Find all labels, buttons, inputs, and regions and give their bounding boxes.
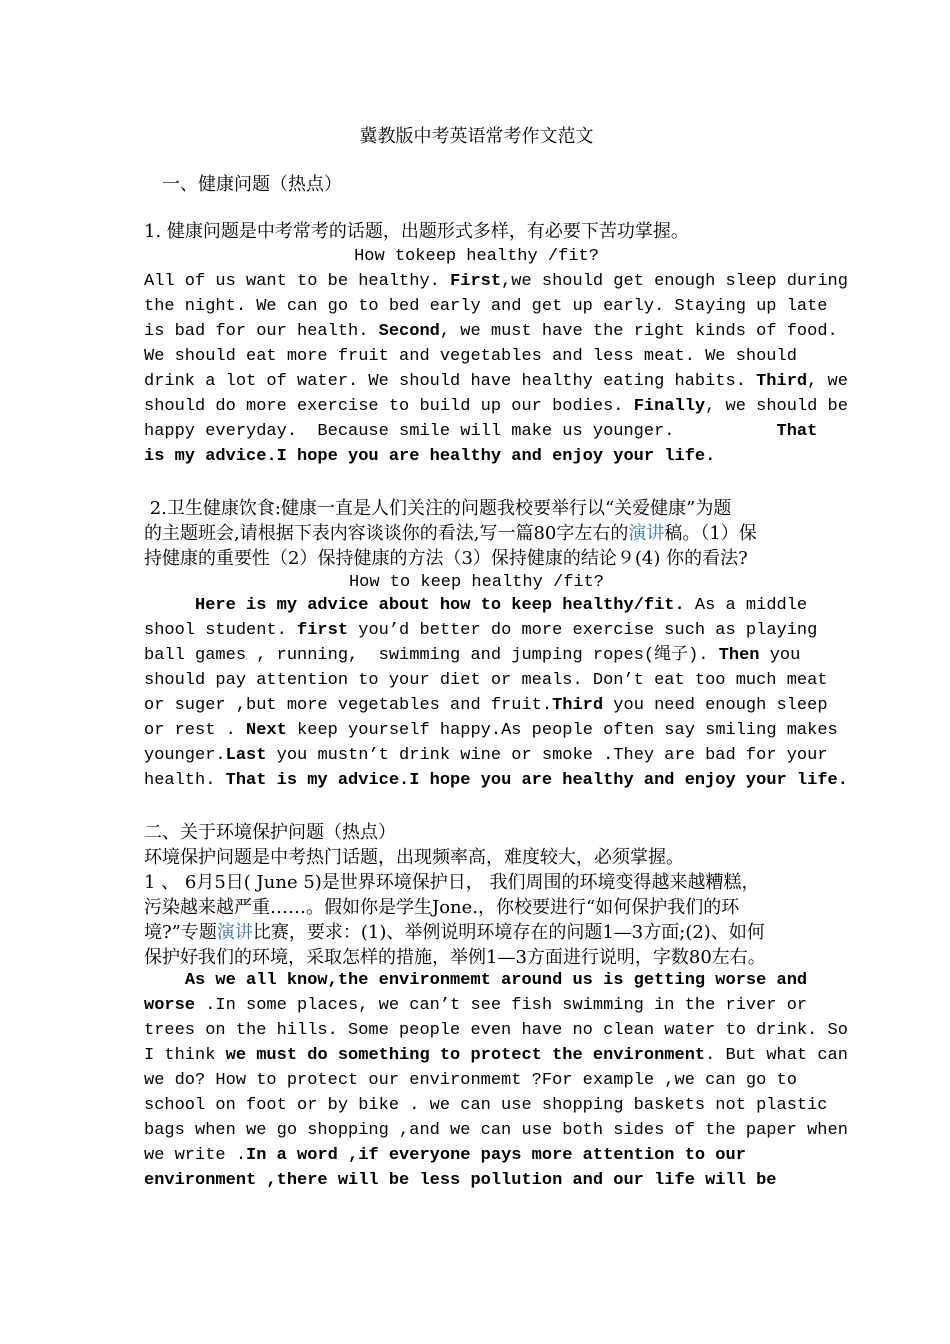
essay-line: should pay attention to your diet or meals. Don’t eat too much meat (144, 671, 828, 690)
essay-line: or suger ,but more vegetables and fruit.Third you need enough sleep (144, 696, 828, 715)
emphasis-text: That (776, 422, 818, 441)
section2-prompt-line: 1 、 6月5日( June 5)是世界环境保护日， 我们周围的环境变得越来越糟糕， (144, 872, 760, 893)
essay-line: trees on the hills. Some people even have no clean water to drink. So (144, 1021, 848, 1040)
essay-line: drink a lot of water. We should have healthy eating habits. Third, we (144, 372, 848, 391)
essay-line: I think we must do something to protect the environment. But what can (144, 1046, 848, 1065)
essay-line: ball games , running, swimming and jumping ropes(绳子). Then you (144, 646, 801, 665)
emphasis-text: environment ,there will be less pollution and our life will be (144, 1171, 777, 1190)
emphasis-text: is my advice.I hope you are healthy and enjoy your life. (144, 447, 716, 466)
essay-line: or rest . Next keep yourself happy.As people often say smiling makes (144, 721, 838, 740)
emphasis-text: Third (756, 372, 808, 391)
essay-line (144, 444, 809, 469)
essay-line: happy everyday. Because smile will make us younger. That (144, 422, 818, 441)
essay-line: the night. We can go to bed early and get up early. Staying up late (144, 297, 828, 316)
section2-heading: 二、关于环境保护问题（热点） (144, 822, 396, 843)
highlighted-word: 演讲 (628, 523, 665, 544)
emphasis-text: First (450, 272, 502, 291)
essay-line: Here is my advice about how to keep healthy/fit. As a middle (195, 596, 808, 615)
emphasis-text: Next (246, 721, 287, 740)
section1-heading: 一、健康问题（热点） (162, 174, 342, 195)
q2-prompt-line: 持健康的重要性（2）保持健康的方法（3）保持健康的结论９(4) 你的看法? (144, 548, 748, 569)
emphasis-text: worse (144, 996, 196, 1015)
page-title: 冀教版中考英语常考作文范文 (359, 126, 594, 147)
q2-essay-title: How to keep healthy /fit? (348, 573, 605, 592)
highlighted-word: 演讲 (216, 922, 253, 943)
essay-line: worse .In some places, we can’t see fish swimming in the river or (144, 996, 808, 1015)
essay-line: we do? How to protect our environmemt ?For example ,we can go to (144, 1071, 797, 1090)
emphasis-text: In a word ,if everyone pays more attention to our (246, 1146, 746, 1165)
emphasis-text: Then (718, 646, 760, 665)
q2-prompt-line (144, 521, 809, 546)
essay-line: health. That is my advice.I hope you are healthy and enjoy your life. (144, 771, 848, 790)
section2-prompt-line: 污染越来越严重……。假如你是学生Jone.，你校要进行“如何保护我们的环 (144, 897, 740, 918)
essay-line: should do more exercise to build up our bodies. Finally, we should be (144, 397, 848, 416)
emphasis-text: Second (378, 322, 440, 341)
q1-prompt: 1. 健康问题是中考常考的话题，出题形式多样，有必要下苦功掌握。 (144, 221, 689, 242)
essay-line: We should eat more fruit and vegetables and less meat. We should (144, 347, 797, 366)
essay-line: shool student. first you’d better do more exercise such as playing (144, 621, 818, 640)
q1-essay-title: How tokeep healthy /fit? (354, 247, 599, 266)
essay-line: younger.Last you mustn’t drink wine or smoke .They are bad for your (144, 746, 828, 765)
essay-line: is bad for our health. Second, we must have the right kinds of food. (144, 322, 838, 341)
emphasis-text: As we all know,the environmemt around us is getting worse and (184, 971, 808, 990)
section2-intro: 环境保护问题是中考热门话题，出现频率高，难度较大，必须掌握。 (144, 847, 684, 868)
section2-prompt-line: 保护好我们的环境，采取怎样的措施，举例1—3方面进行说明，字数80左右。 (144, 947, 766, 968)
essay-line (144, 1168, 809, 1193)
q2-prompt-text: 的主题班会,请根据下表内容谈谈你的看法,写一篇80字左右的演讲稿。（1）保 (144, 523, 757, 544)
emphasis-text: That is my advice.I hope you are healthy and enjoy your life. (225, 771, 848, 790)
emphasis-text: Finally (633, 397, 706, 416)
essay-line: bags when we go shopping ,and we can use both sides of the paper when (144, 1121, 848, 1140)
q2-prompt-line: 2.卫生健康饮食:健康一直是人们关注的问题我校要举行以“关爱健康”为题 (144, 498, 732, 519)
emphasis-text: first (297, 621, 349, 640)
emphasis-text: Last (225, 746, 267, 765)
essay-line: we write .In a word ,if everyone pays more attention to our (144, 1146, 746, 1165)
section2-prompt-line: 境?”专题演讲比赛，要求：(1)、举例说明环境存在的问题1—3方面;(2)、如何 (144, 922, 765, 943)
essay-line (144, 968, 809, 993)
emphasis-text: Third (552, 696, 604, 715)
emphasis-text: we must do something to protect the environment (225, 1046, 706, 1065)
essay-line: school on foot or by bike . we can use shopping baskets not plastic (144, 1096, 828, 1115)
emphasis-text: Here is my advice about how to keep healthy/fit. (195, 596, 685, 615)
essay-line: All of us want to be healthy. First,we should get enough sleep during (144, 272, 848, 291)
